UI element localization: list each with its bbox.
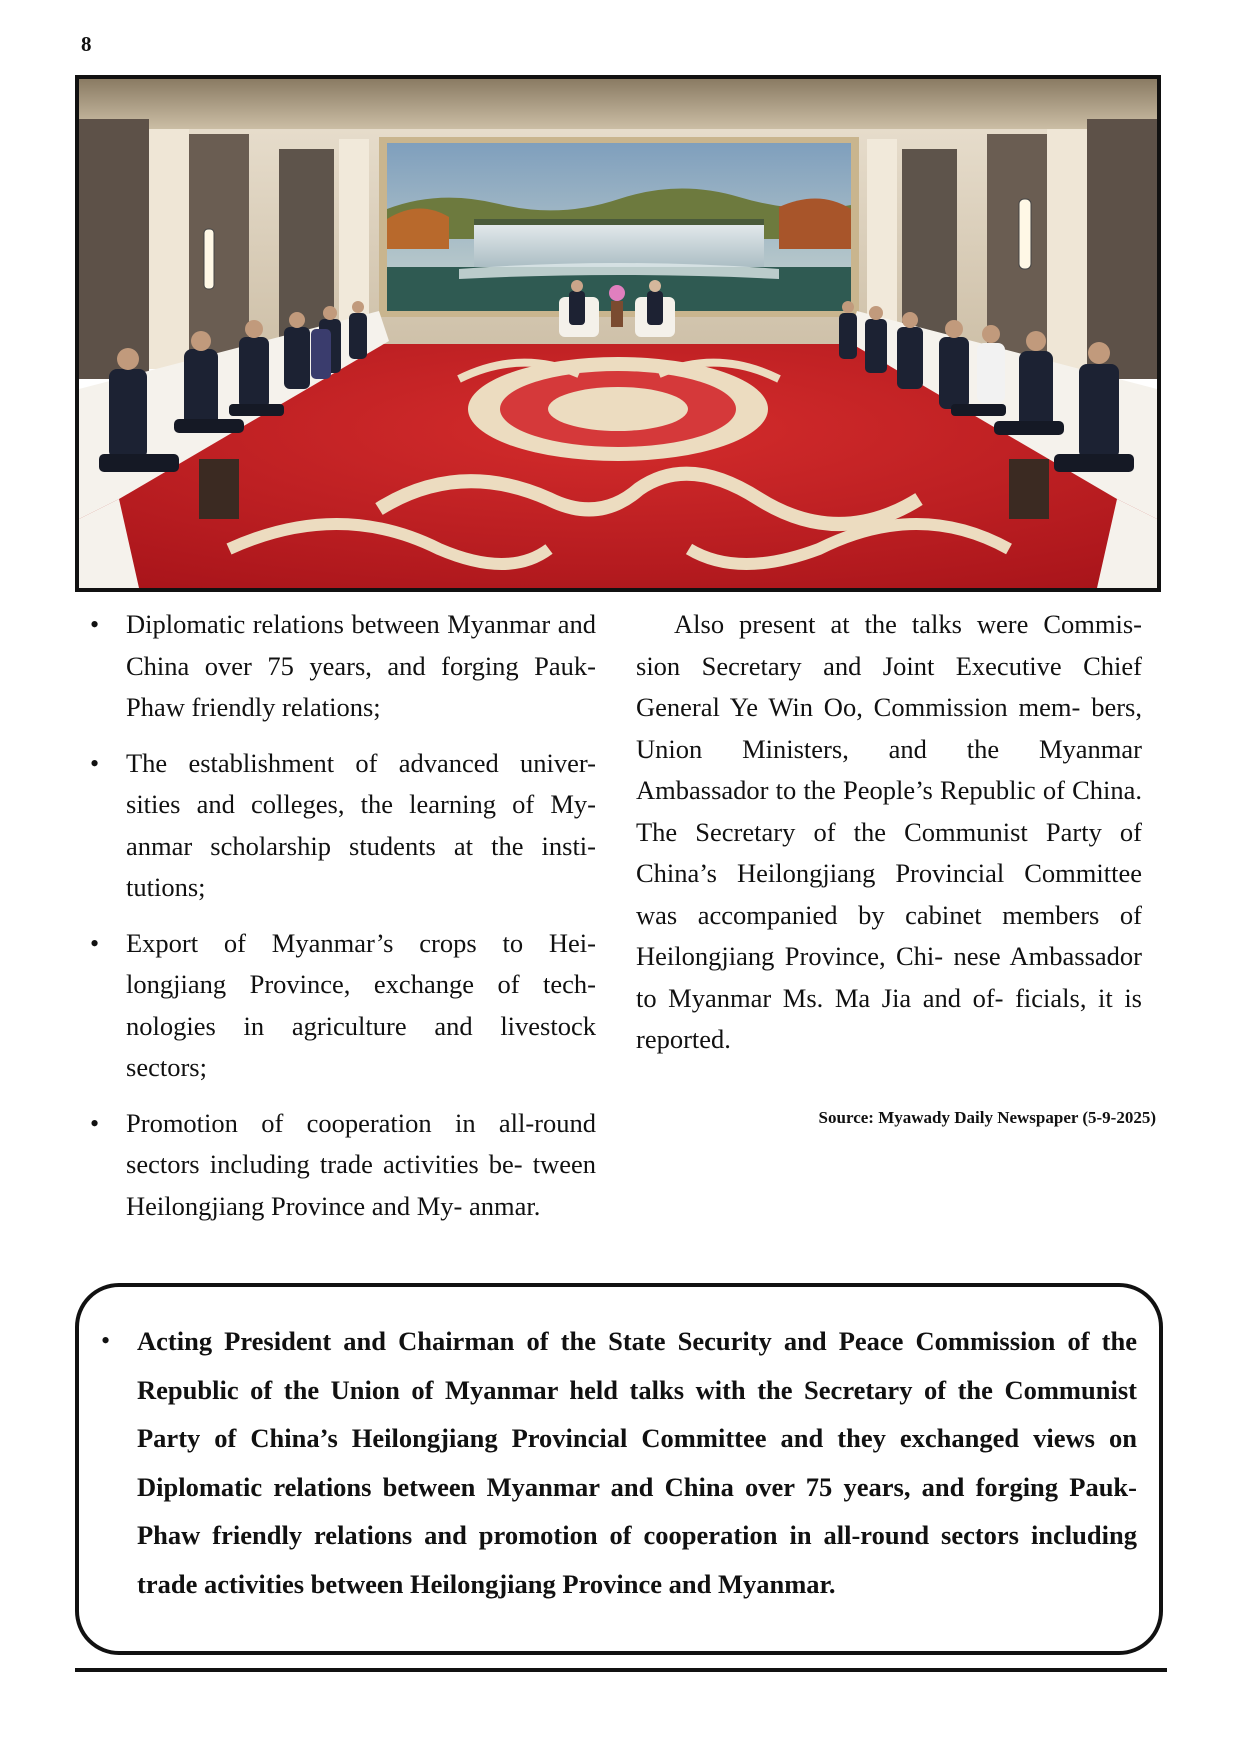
bullet-icon: •	[90, 1108, 100, 1138]
topic-list	[88, 604, 596, 1227]
meeting-photo-illustration	[79, 79, 1157, 588]
bullet-icon: •	[90, 610, 100, 639]
article-paragraph: Also present at the talks were Commis- sion Secretary and Joint Executive Chief General Ye Win Oo, Commission mem- bers, Union Ministers, and the Myanmar Ambassador to the People’s Republic of China. The Secretary of the Communist Party of China’s Heilongjiang Provincial Committee was accompanied by cabinet members of Heilongjiang Province, Chi- nese Ambassador to Myanmar Ms. Ma Jia and of- ficials, it is reported.	[636, 609, 1142, 1054]
summary-box	[75, 1283, 1163, 1655]
list-item-text: Diplomatic relations between Myanmar and China over 75 years, and forging Pauk-Phaw friendly relations;	[126, 609, 596, 722]
source-credit: Source: Myawady Daily Newspaper (5-9-2025)	[818, 1108, 1156, 1127]
list-item	[88, 1103, 596, 1228]
bottom-divider	[75, 1668, 1167, 1672]
summary-text: Acting President and Chairman of the State Security and Peace Commission of the Republic of the Union of Myanmar held talks with the Secretary of the Communist Party of China’s Heilongjiang Provincial Committee and they exchanged views on Diplomatic relations between Myanmar and China over 75 years, and forging Pauk-Phaw friendly relations and promotion of cooperation in all-round sectors including trade activities between Heilongjiang Province and Myanmar.	[137, 1326, 1137, 1599]
list-item	[88, 923, 596, 1089]
list-item	[88, 604, 596, 729]
bullet-icon: •	[90, 928, 100, 958]
page-number: 8	[81, 32, 92, 56]
bullet-icon: •	[90, 748, 100, 778]
right-column	[636, 604, 1142, 1061]
meeting-photo	[75, 75, 1161, 592]
list-item-text: Promotion of cooperation in all-round sectors including trade activities be- tween Heilongjiang Province and My- anmar.	[126, 1107, 596, 1221]
list-item	[88, 743, 596, 909]
left-column	[88, 604, 596, 1241]
list-item-text: Export of Myanmar’s crops to Hei- longjiang Province, exchange of tech- nologies in agriculture and livestock sectors;	[126, 927, 596, 1082]
bullet-icon: •	[101, 1326, 111, 1355]
list-item-text: The establishment of advanced univer- sities and colleges, the learning of My- anmar scholarship students at the insti- tutions;	[126, 747, 596, 902]
